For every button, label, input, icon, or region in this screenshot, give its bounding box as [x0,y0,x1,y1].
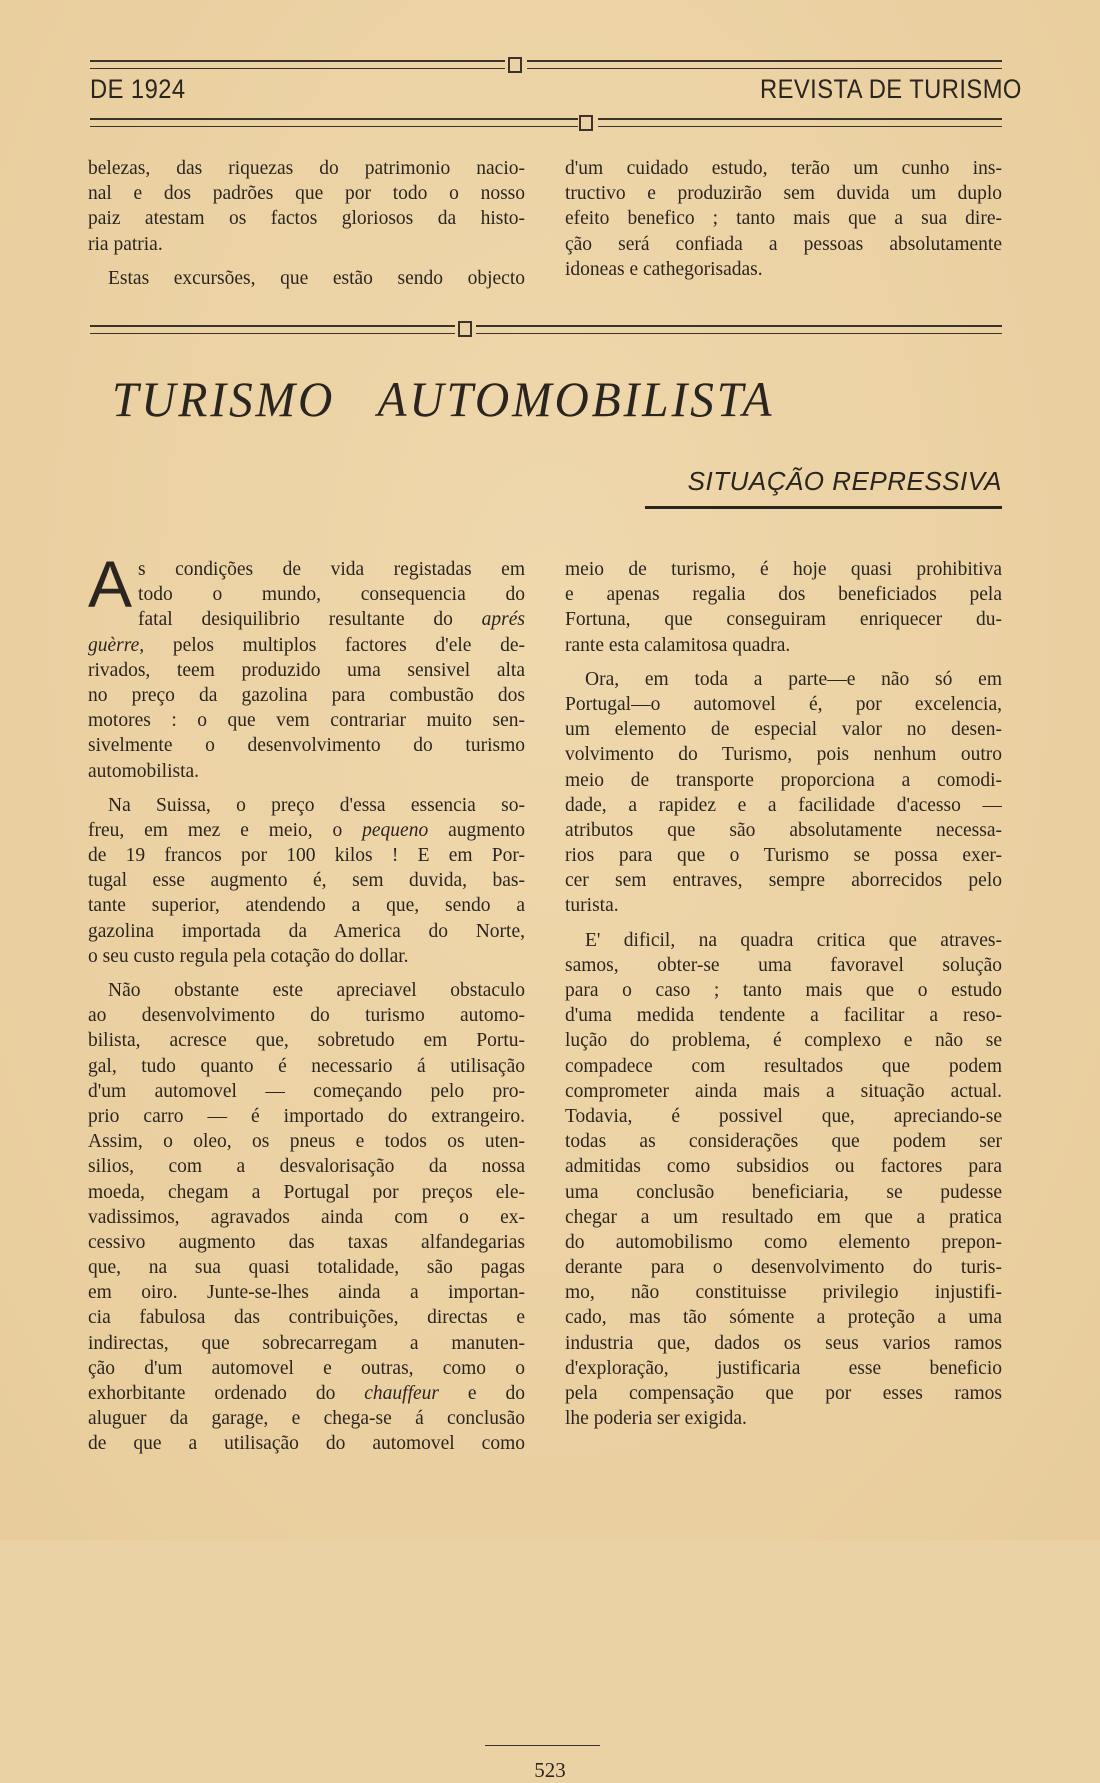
footer-rule [485,1745,600,1746]
text-line: chegar a um resultado em que a pratica [565,1206,1002,1228]
text-line: rante esta calamitosa quadra. [565,634,791,656]
italic-text: guèrre, [88,634,145,656]
text-line: rios para que o Turismo se possa exer- [565,845,1002,867]
text-line: tante superior, atendendo a que, sendo a [88,895,525,917]
text-line: prio carro — é importado do extrangeiro. [88,1105,525,1127]
text-line: bilista, acresce que, sobretudo em Portu- [88,1030,525,1052]
text-line: compadece com resultados que podem [565,1055,1002,1077]
text-line: gazolina importada da America do Norte, [88,920,525,942]
text-line: pela compensação que por esses ramos [565,1383,1002,1404]
text-line: belezas, das riquezas do patrimonio nacio- [88,158,525,179]
text-span: freu, em mez e meio, o [88,819,363,841]
text-line: vadissimos, agravados ainda com o ex- [88,1206,525,1228]
text-line: dade, a rapidez e a facilidade d'acesso — [565,794,1002,816]
subtitle-underline [645,506,1002,509]
text-line: mo, não constituisse privilegio injustifi- [565,1282,1002,1304]
section-divider [90,325,455,334]
text-line: lução do problema, é complexo e não se [565,1030,1002,1052]
text-line: cer sem entraves, sempre aborrecidos pelo [565,870,1002,892]
text-line: sivelmente o desenvolvimento do turismo [88,735,525,757]
text-line: cia fabulosa das contribuições, directas e [88,1307,525,1329]
paragraph [565,928,1002,1432]
italic-text: chauffeur [364,1383,440,1404]
text-line: uma conclusão beneficiaria, se pudesse [565,1181,1002,1203]
article-right-column [565,557,1002,1440]
text-line: o seu custo regula pela cotação do dollar. [88,945,409,967]
article-subtitle: SITUAÇÃO REPRESSIVA [687,466,1002,496]
text-line: todas as considerações que podem ser [565,1131,1002,1153]
text-line: atributos que são absolutamente necessa- [565,819,1002,841]
text-line [88,633,525,658]
italic-text: pequeno [362,819,429,841]
text-line: derante para o desenvolvimento do turis- [565,1257,1002,1279]
text-line: Assim, o oleo, os pneus e todos os uten- [88,1131,525,1153]
text-line: para o caso ; tanto mais que o estudo [565,980,1002,1001]
text-span: pelos multiplos factores d'ele de- [144,634,525,656]
paragraph [88,793,525,969]
text-line: s condições de vida registadas em [138,559,525,580]
text-line: tugal esse augmento é, sem duvida, bas- [88,870,525,892]
text-line: nal e dos padrões que por todo o nosso [88,183,525,205]
text-line: em oiro. Junte-se-lhes ainda a importan- [88,1282,525,1304]
text-line: meio de turismo, é hoje quasi prohibitiva [565,559,1002,580]
text-line: que, na sua quasi totalidade, são pagas [88,1257,525,1279]
text-line: ção d'um automovel e outras, como o [88,1357,525,1379]
text-span: exhorbitante ordenado do [88,1383,365,1404]
text-line: automobilista. [88,760,200,782]
paragraph [565,557,1002,658]
text-line: d'um cuidado estudo, terão um cunho ins- [565,158,1002,179]
text-line: efeito benefico ; tanto mais que a sua dire- [565,208,1002,230]
text-span: e do [439,1383,525,1404]
ornament-square [579,115,593,131]
text-line [88,1381,525,1406]
text-line: Todavia, é possivel que, apreciando-se [565,1105,1002,1127]
text-line [138,607,525,632]
text-line: turista. [565,895,619,917]
text-line: comprometer ainda mais a situação actual. [565,1080,1002,1102]
text-line: cessivo augmento das taxas alfandegarias [88,1231,525,1253]
text-line: Não obstante este apreciavel obstaculo [108,980,525,1001]
page-number: 523 [534,1758,566,1782]
text-span: augmento [428,819,525,841]
article-title: TURISMO AUTOMOBILISTA [112,371,775,427]
paragraph [88,547,525,784]
text-line: cado, mas tão sómente a proteção a uma [565,1307,1002,1329]
header-magazine-title: REVISTA DE TURISMO [760,74,1022,104]
paragraph [88,156,525,257]
text-line: Ora, em toda a parte—e não só em [585,668,1002,690]
text-line: moeda, chegam a Portugal por preços ele- [88,1181,525,1203]
text-line: Fortuna, que conseguiram enriquecer du- [565,609,1002,631]
previous-article-left-column [88,156,525,300]
text-line: E' dificil, na quadra critica que atraves- [585,929,1002,951]
header-rule [598,118,1002,127]
text-line: lhe poderia ser exigida. [565,1408,747,1430]
section-divider [476,325,1002,334]
header-date: DE 1924 [90,74,186,104]
text-line: motores : o que vem contrariar muito sen- [88,710,525,732]
text-line: aluguer da garage, e chega-se á conclusão [88,1408,525,1430]
text-line: um elemento de especial valor no desen- [565,719,1002,741]
text-line: ria patria. [88,233,163,255]
paragraph [565,667,1002,919]
italic-text: aprés [481,609,525,631]
text-line: indirectas, que sobrecarregam a manuten- [88,1332,525,1354]
text-line: de que a utilisação do automovel como [88,1433,525,1455]
text-line: volvimento do Turismo, pois nenhum outro [565,744,1002,766]
ornament-square [508,57,522,73]
ornament-square [458,321,472,337]
article-left-column [88,547,525,1466]
text-line: ção será confiada a pessoas absolutamente [565,233,1002,255]
text-line: Estas excursões, que estão sendo objecto [108,267,525,289]
text-line: do automobilismo como elemento prepon- [565,1231,1002,1253]
text-line: gal, tudo quanto é necessario á utilisação [88,1055,525,1077]
text-line: de 19 francos por 100 kilos ! E em Por- [88,845,525,867]
text-line: d'um automovel — começando pelo pro- [88,1080,525,1102]
header-rule [90,118,578,127]
text-span: fatal desiquilibrio resultante do [138,609,482,631]
drop-cap: A [88,547,133,621]
paragraph [88,266,525,291]
text-line [88,818,525,843]
text-line: Portugal—o automovel é, por excelencia, [565,693,1002,715]
paragraph [88,978,525,1457]
text-line: samos, obter-se uma favoravel solução [565,954,1002,976]
text-line: tructivo e produzirão sem duvida um duplo [565,183,1002,205]
text-line: silios, com a desvalorisação da nossa [88,1156,525,1178]
text-line: ao desenvolvimento do turismo automo- [88,1005,525,1027]
text-line: industria que, dados os seus varios ramos [565,1332,1002,1354]
text-line: idoneas e cathegorisadas. [565,258,763,280]
text-line: d'uma medida tendente a facilitar a reso- [565,1005,1002,1027]
paragraph [565,156,1002,282]
text-line: rivados, teem produzido uma sensivel alta [88,659,525,681]
text-line: e apenas regalia dos beneficiados pela [565,584,1002,606]
previous-article-right-column [565,156,1002,291]
header-rule [90,60,505,69]
text-line: Na Suissa, o preço d'essa essencia so- [108,794,525,816]
text-line: todo o mundo, consequencia do [138,584,525,606]
text-line: d'exploração, justificaria esse beneficio [565,1357,1002,1379]
text-line: no preço da gazolina para combustão dos [88,684,525,706]
text-line: meio de transporte proporciona a comodi- [565,769,1002,791]
header-rule [527,60,1002,69]
text-line: paiz atestam os factos gloriosos da histo- [88,208,525,230]
text-line: admitidas como subsidios ou factores para [565,1156,1002,1178]
